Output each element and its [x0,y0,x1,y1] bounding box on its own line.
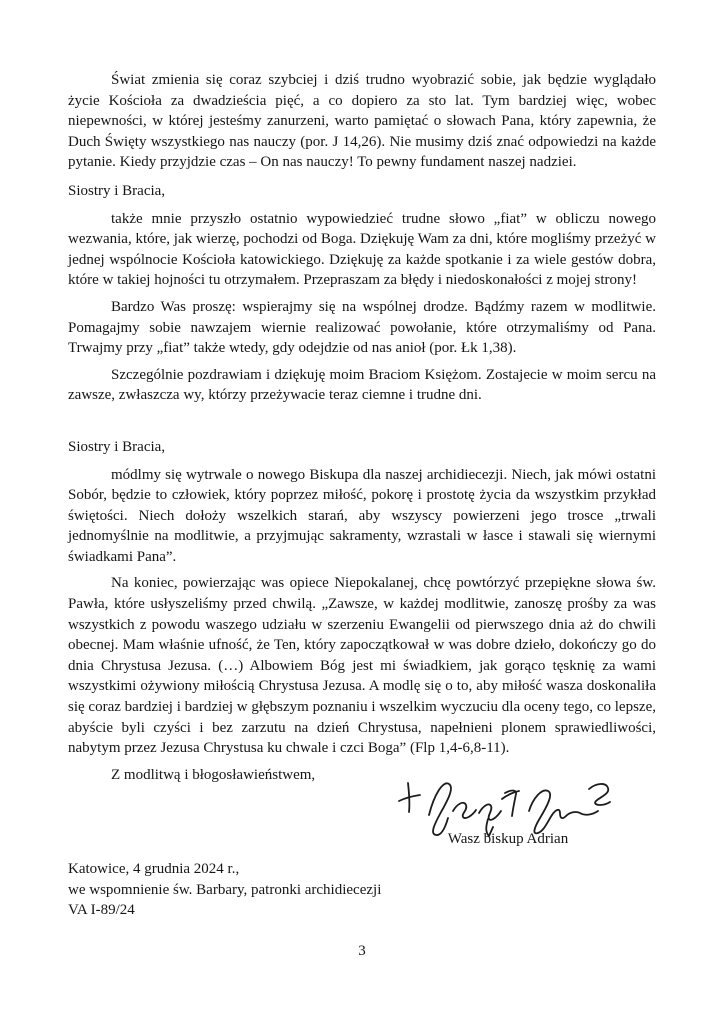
place-date-line: Katowice, 4 grudnia 2024 r., [68,861,240,877]
paragraph-support: Bardzo Was proszę: wspierajmy się na wspólnej drodze. Bądźmy razem w modlitwie. Pomagajmy sobie nawzajem wiernie realizować powołanie, które otrzymaliśmy od Pana. Trwajmy przy „fiat” także wtedy, gdy odejdzie od nas anioł (por. Łk 1,38). [68,298,656,357]
signature-block [383,771,633,850]
paragraph-intro: Świat zmienia się coraz szybciej i dziś trudno wyobrazić sobie, jak będzie wyglądało życie Kościoła za dwadzieścia pięć, a co dopiero za sto lat. Tym bardziej więc, wobec niepewności, w której jesteśmy zanurzeni, warto pamiętać o słowach Pana, który zapewnia, że Duch Święty wszystkiego nas nauczy (por. J 14,26). Nie musimy dziś znać odpowiedzi na każde pytanie. Kiedy przyjdzie czas – On nas nauczy! To pewny fundament naszej nadziei. [68,72,656,171]
closing-line: Z modlitwą i błogosławieństwem, [111,766,316,783]
paragraph-fiat: także mnie przyszło ostatnio wypowiedzieć trudne słowo „fiat” w obliczu nowego wezwania, które, jak wierzę, pochodzi od Boga. Dziękuję Wam za dni, które mogliśmy przeżyć w jednej wspólnocie Kościoła katowickiego. Dziękuję za każde spotkanie i za wiele gestów dobra, które w takiej hojności tu otrzymałem. Przepraszam za błędy i niedoskonałości z mojej strony! [68,210,656,289]
salutation-first: Siostry i Bracia, [68,182,166,199]
reference-number: VA I-89/24 [68,902,135,919]
paragraph-bishop-prayer: módlmy się wytrwale o nowego Biskupa dla naszej archidiecezji. Niech, jak mówi ostatni Sobór, będzie to człowiek, który poprzez miłość, pokorę i prostotę życia da wszystkim przykład świętości. Niech dołoży wszelkich starań, aby wszyscy powierzeni jego trosce „trwali jednomyślnie na modlitwie, a przyjmując sakramenty, wzrastali w łasce i stawali się wiernymi świadkami Pana”. [68,466,656,565]
page-number: 3 [358,943,366,959]
paragraph-priests: Szczególnie pozdrawiam i dziękuję moim Braciom Księżom. Zostajecie w moim sercu na zawsze, zwłaszcza wy, którzy przeżywacie teraz ciemne i trudne dni. [68,366,656,404]
signature-name: Wasz biskup Adrian [447,831,569,848]
letter-footer [68,859,656,921]
paragraph-final: Na koniec, powierzając was opiece Niepokalanej, chcę powtórzyć przepiękne słowa św. Pawła, które usłyszeliśmy przed chwilą. „Zawsze, w każdej modlitwie, zanoszę prośby za was wszystkich z powodu waszego udziału w szerzeniu Ewangelii od pierwszego dnia aż do chwili obecnej. Mam właśnie ufność, że Ten, który zapoczątkował w was dobre dzieło, dokończy go do dnia Chrystusa Jezusa. (…) Albowiem Bóg jest mi świadkiem, jak gorąco tęsknię za wami wszystkimi ożywiony miłością Chrystusa Jezusa. A modlę się o to, aby miłość wasza doskonaliła się coraz bardziej i bardziej w głębszym poznaniu i wszelkim wyczuciu dla oceny tego, co lepsze, abyście byli czyści i bez zarzutu na dzień Chrystusa, napełnieni plonem sprawiedliwości, nabytym przez Jezusa Chrystusa ku chwale i czci Boga” (Flp 1,4-6,8-11). [68,575,656,757]
memorial-line: we wspomnienie św. Barbary, patronki archidiecezji [68,881,382,898]
handwritten-signature-icon [393,771,623,837]
salutation-second: Siostry i Bracia, [68,438,166,455]
